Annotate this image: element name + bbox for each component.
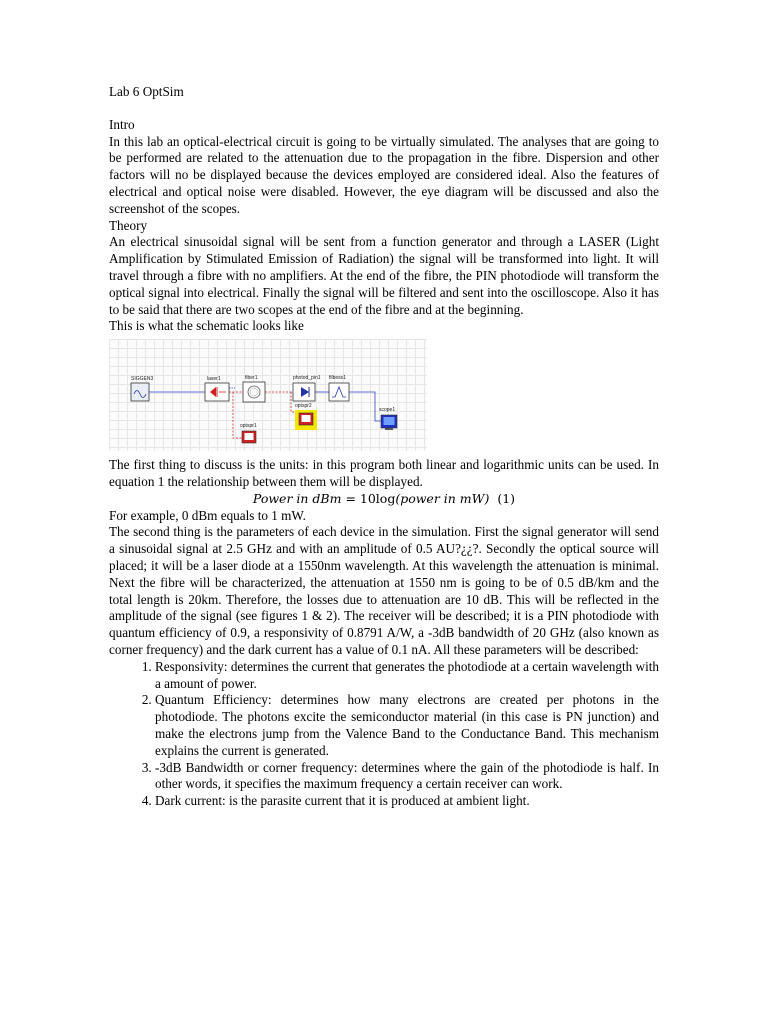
list-item: 1. Responsivity: determines the current that generates the photodiode at a certain wavelength with a amount of power. <box>155 659 659 693</box>
equation-number: (1) <box>497 490 516 506</box>
laser-label: laser1 <box>207 376 221 383</box>
schematic-figure <box>109 339 427 451</box>
optspr2-label: optspr2 <box>295 403 312 410</box>
equation-lhs: Power in dBm <box>252 490 342 506</box>
equation-log: log <box>375 490 396 506</box>
equation-arg: (power in mW) <box>395 490 490 506</box>
list-item: 3. -3dB Bandwidth or corner frequency: determines where the gain of the photodiode is half. In other words, it specifies the maximum frequency a certain receiver can work. <box>155 760 659 794</box>
example-paragraph: For example, 0 dBm equals to 1 mW. <box>109 507 306 523</box>
schematic-caption: This is what the schematic looks like <box>109 318 304 334</box>
equation-coef: 10 <box>359 490 376 506</box>
optspr1-label: optspr1 <box>240 423 257 430</box>
equation-1 <box>109 491 659 508</box>
filter-label: filbess1 <box>329 375 346 382</box>
electrical-scope[interactable] <box>379 407 397 430</box>
units-paragraph: The first thing to discuss is the units: in this program both linear and logarithmic units can be used. In equation 1 the relationship between them will be displayed. <box>109 457 659 489</box>
list-item: 4. Dark current: is the parasite current that it is produced at ambient light. <box>155 793 659 810</box>
optical-scope-2[interactable] <box>295 403 317 430</box>
intro-paragraph: In this lab an optical-electrical circuit is going to be virtually simulated. The analyses that are going to be performed are related to the attenuation due to the propagation in the fibre. Dispersion and other factors will no be displayed because the devices employed are considered ideal. Also the features of electrical and optical noise were disabled. However, the eye diagram will be discussed and also the screenshot of the scopes. <box>109 133 659 216</box>
parameter-list <box>109 659 659 810</box>
photodiode-block[interactable] <box>293 375 321 401</box>
siggen-label: SIGGEN3 <box>131 376 154 383</box>
siggen-block[interactable] <box>131 376 153 401</box>
fiber-label: fiber1 <box>245 375 258 382</box>
fiber-block[interactable] <box>243 375 265 402</box>
photodiode-label: photod_pin1 <box>293 375 321 382</box>
list-item: 2. Quantum Efficiency: determines how many electrons are created per photons in the photodiode. The photons excite the semiconductor material (in this case is PN junction) and make the electrons jump from the Valence Band to the Conductance Band. This mechanism explains the current is generated. <box>155 692 659 759</box>
parameters-paragraph: The second thing is the parameters of each device in the simulation. First the signal generator will send a sinusoidal signal at 2.5 GHz and with an amplitude of 0.5 AU?¿¿?. Secondly the optical source will placed; it will be a laser diode at a 1550nm wavelength. At this wavelength the attenuation is minimal. Next the fibre will be characterized, the attenuation at 1550 nm is going to be of 0.5 dB/km and the total length is 20km. Therefore, the losses due to attenuation are 10 dB. This will be reflected in the amplitude of the signal (see figures 1 & 2). The receiver will be described; it is a PIN photodiode with quantum efficiency of 0.9, a responsivity of 0.8791 A/W, a -3dB bandwidth of 20 GHz (also known as corner frequency) and the dark current has a value of 0.1 nA. All these parameters will be described: <box>109 524 659 657</box>
laser-block[interactable] <box>205 376 229 401</box>
optical-scope-1[interactable] <box>240 423 257 443</box>
theory-paragraph: An electrical sinusoidal signal will be sent from a function generator and through a LASER (Light Amplification by Stimulated Emission of Radiation) the signal will be transformed into light. It will travel through a fibre with no amplifiers. At the end of the fibre, the PIN photodiode will transform the optical signal into electrical. Finally the signal will be filtered and sent into the oscilloscope. Also it has to be said that there are two scopes at the end of the fibre and at the beginning. <box>109 234 659 317</box>
document-page <box>109 84 659 810</box>
filter-block[interactable] <box>329 375 349 401</box>
document-title: Lab 6 OptSim <box>109 84 184 99</box>
theory-heading: Theory <box>109 217 148 233</box>
intro-heading: Intro <box>109 116 135 132</box>
scope-label: scope1 <box>379 407 396 414</box>
equation-equals: = <box>341 490 360 506</box>
